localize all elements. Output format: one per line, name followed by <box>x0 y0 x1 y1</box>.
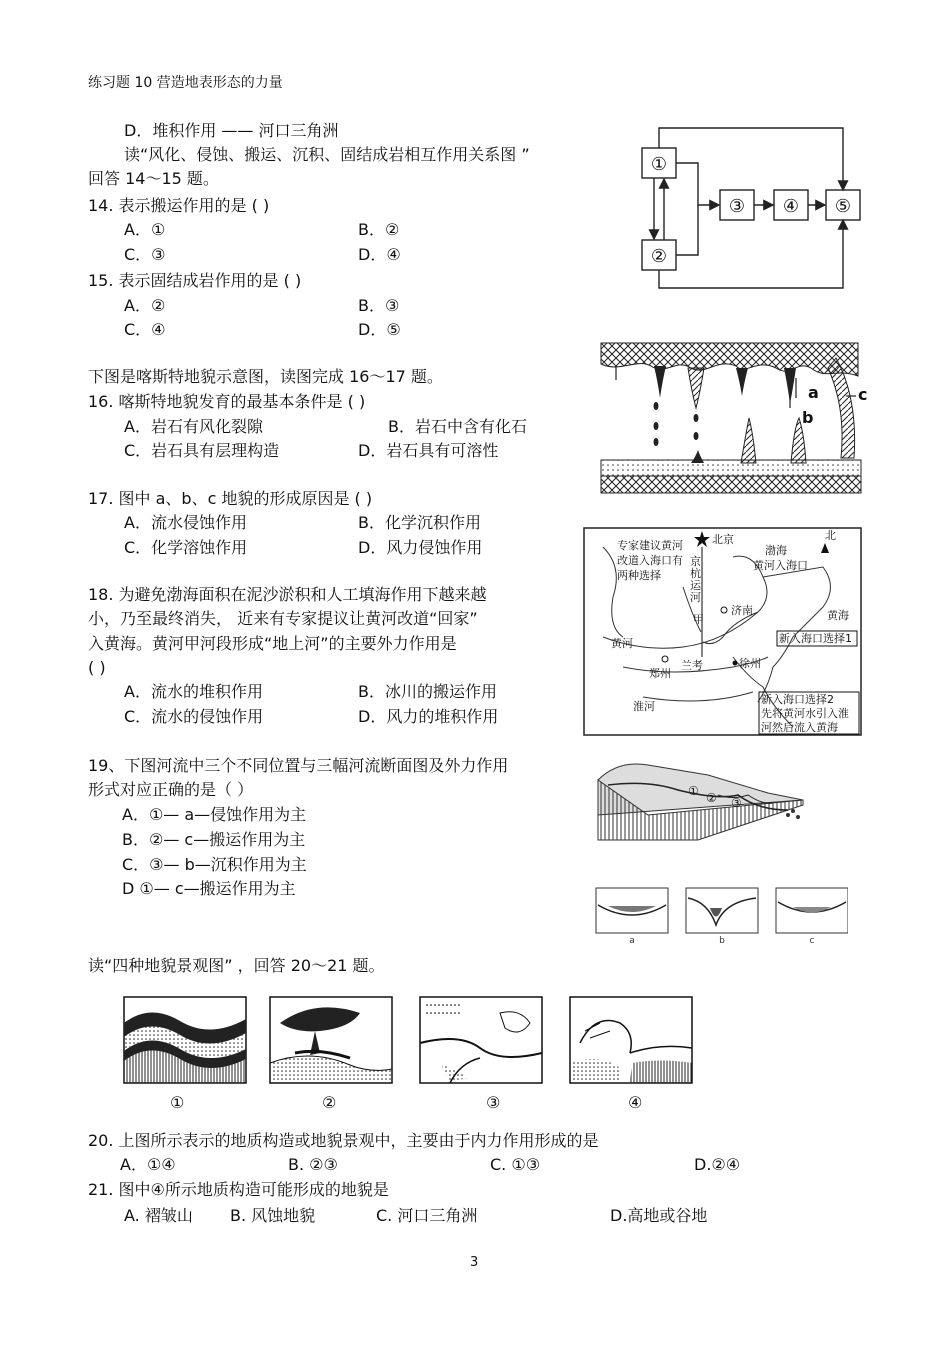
section-label-a: a <box>629 936 635 946</box>
landform-caption: ② <box>322 1093 337 1112</box>
option-line: D．堆积作用 —— 河口三角洲 <box>124 121 339 140</box>
option-b: B．②— c—搬运作用为主 <box>122 830 306 849</box>
map-label: 渤海 <box>765 544 787 557</box>
option-b: B．冰川的搬运作用 <box>358 682 497 701</box>
option-c: C．岩石具有层理构造 <box>124 441 280 460</box>
map-label: 淮河 <box>633 700 655 713</box>
question-20: 20. 上图所示表示的地质构造或地貌景观中，主要由于内力作用形成的是 <box>88 1131 599 1150</box>
node-5-label: ⑤ <box>834 196 852 217</box>
option-d: D．⑤ <box>358 320 401 339</box>
question-18: 入黄海。黄河甲河段形成“地上河”的主要外力作用是 <box>88 634 457 653</box>
question-intro: 回答 14～15 题。 <box>88 169 219 188</box>
option-a: A．①— a—侵蚀作用为主 <box>122 805 307 824</box>
question-21: 21. 图中④所示地质构造可能形成的地貌是 <box>88 1180 389 1199</box>
map-label: 新入海口选择2 <box>761 693 834 706</box>
river-point-1: ① <box>688 784 699 798</box>
karst-landform-diagram <box>596 338 871 498</box>
question-18: ( ) <box>88 658 106 677</box>
map-label: 河 <box>690 591 701 604</box>
option-a: A．② <box>124 296 166 315</box>
question-intro: 读“四种地貌景观图” ，回答 20～21 题。 <box>88 956 385 975</box>
page-number: 3 <box>470 1255 479 1270</box>
landform-caption: ④ <box>628 1093 643 1112</box>
map-label: 先将黄河水引入淮 <box>761 707 849 720</box>
option-b: B. ②③ <box>288 1155 338 1174</box>
option-c: C．流水的侵蚀作用 <box>124 707 264 726</box>
option-b: B．岩石中含有化石 <box>388 417 527 436</box>
map-label: 杭 <box>690 567 701 580</box>
map-label: 黄河 <box>611 637 633 650</box>
river-block-diagram <box>588 755 848 845</box>
option-a: A．流水侵蚀作用 <box>124 513 247 532</box>
option-c: C．④ <box>124 320 166 339</box>
option-d: D．风力侵蚀作用 <box>358 538 483 557</box>
option-c: C. ①③ <box>490 1155 541 1174</box>
page-header: 练习题 10 营造地表形态的力量 <box>88 75 283 91</box>
option-b: B．② <box>358 220 400 239</box>
karst-label-c: c <box>858 385 868 404</box>
map-label: 京 <box>690 555 701 568</box>
map-label: 徐州 <box>739 657 761 670</box>
node-3-label: ③ <box>728 196 746 217</box>
option-d: D.②④ <box>694 1155 741 1174</box>
map-label: 运 <box>690 579 701 592</box>
option-c: C．③ <box>124 245 166 264</box>
question-17: 17. 图中 a、b、c 地貌的形成原因是 ( ) <box>88 489 373 508</box>
option-a: A. 褶皱山 <box>124 1206 193 1225</box>
rock-cycle-flow-diagram <box>630 122 870 292</box>
option-d: D ①— c—搬运作用为主 <box>122 879 296 898</box>
question-18: 小，乃至最终消失， 近来有专家提议让黄河改道“回家” <box>88 609 478 628</box>
map-label-north: 北 <box>825 529 836 542</box>
river-cross-sections <box>588 880 848 950</box>
map-label: 郑州 <box>649 667 671 680</box>
question-18: 18. 为避免渤海面积在泥沙淤积和人工填海作用下越来越 <box>88 585 487 604</box>
question-intro: 读“风化、侵蚀、搬运、沉积、固结成岩相互作用关系图 ” <box>124 145 530 164</box>
option-d: D．风力的堆积作用 <box>358 707 499 726</box>
landform-panel-1 <box>120 993 700 1088</box>
option-c: C．③— b—沉积作用为主 <box>122 855 307 874</box>
map-label: 兰考 <box>681 659 703 672</box>
question-19: 形式对应正确的是（ ） <box>88 780 254 799</box>
node-4-label: ④ <box>782 196 800 217</box>
karst-label-b: b <box>802 408 814 427</box>
question-15: 15. 表示固结成岩作用的是 ( ) <box>88 271 302 290</box>
option-b: B. 风蚀地貌 <box>230 1206 316 1225</box>
option-b: B．化学沉积作用 <box>358 513 481 532</box>
option-a: A．岩石有风化裂隙 <box>124 417 263 436</box>
option-d: D.高地或谷地 <box>610 1206 708 1225</box>
map-label: 黄河入海口 <box>753 559 808 572</box>
map-label: 济南 <box>731 604 753 617</box>
river-point-2: ② <box>706 791 717 805</box>
landform-caption: ① <box>170 1093 185 1112</box>
question-19: 19、下图河流中三个不同位置与三幅河流断面图及外力作用 <box>88 756 509 775</box>
option-d: D．岩石具有可溶性 <box>358 441 499 460</box>
karst-label-a: a <box>808 383 819 402</box>
node-2-label: ② <box>650 246 668 267</box>
map-label: 甲 <box>693 613 704 626</box>
question-14: 14. 表示搬运作用的是 ( ) <box>88 196 270 215</box>
map-label: 两种选择 <box>617 569 661 582</box>
option-a: A．①④ <box>120 1155 176 1174</box>
option-b: B．③ <box>358 296 400 315</box>
question-16: 16. 喀斯特地貌发育的最基本条件是 ( ) <box>88 392 366 411</box>
option-c: C. 河口三角洲 <box>376 1206 478 1225</box>
section-label-c: c <box>809 936 815 946</box>
option-a: A．流水的堆积作用 <box>124 682 263 701</box>
section-label-b: b <box>719 936 725 946</box>
map-label: 河然后流入黄海 <box>761 721 838 734</box>
map-label: 改道入海口有 <box>617 554 683 567</box>
map-label-beijing: 北京 <box>712 533 734 546</box>
option-a: A．① <box>124 220 166 239</box>
map-label: 新入海口选择1 <box>779 632 852 645</box>
option-d: D．④ <box>358 245 401 264</box>
landform-caption: ③ <box>486 1093 501 1112</box>
question-intro: 下图是喀斯特地貌示意图，读图完成 16～17 题。 <box>88 367 443 386</box>
option-c: C．化学溶蚀作用 <box>124 538 248 557</box>
map-label: 黄海 <box>827 609 849 622</box>
yellow-river-map <box>583 527 863 737</box>
map-label: 专家建议黄河 <box>617 539 683 552</box>
node-1-label: ① <box>650 154 668 175</box>
river-point-3: ③ <box>731 796 742 810</box>
